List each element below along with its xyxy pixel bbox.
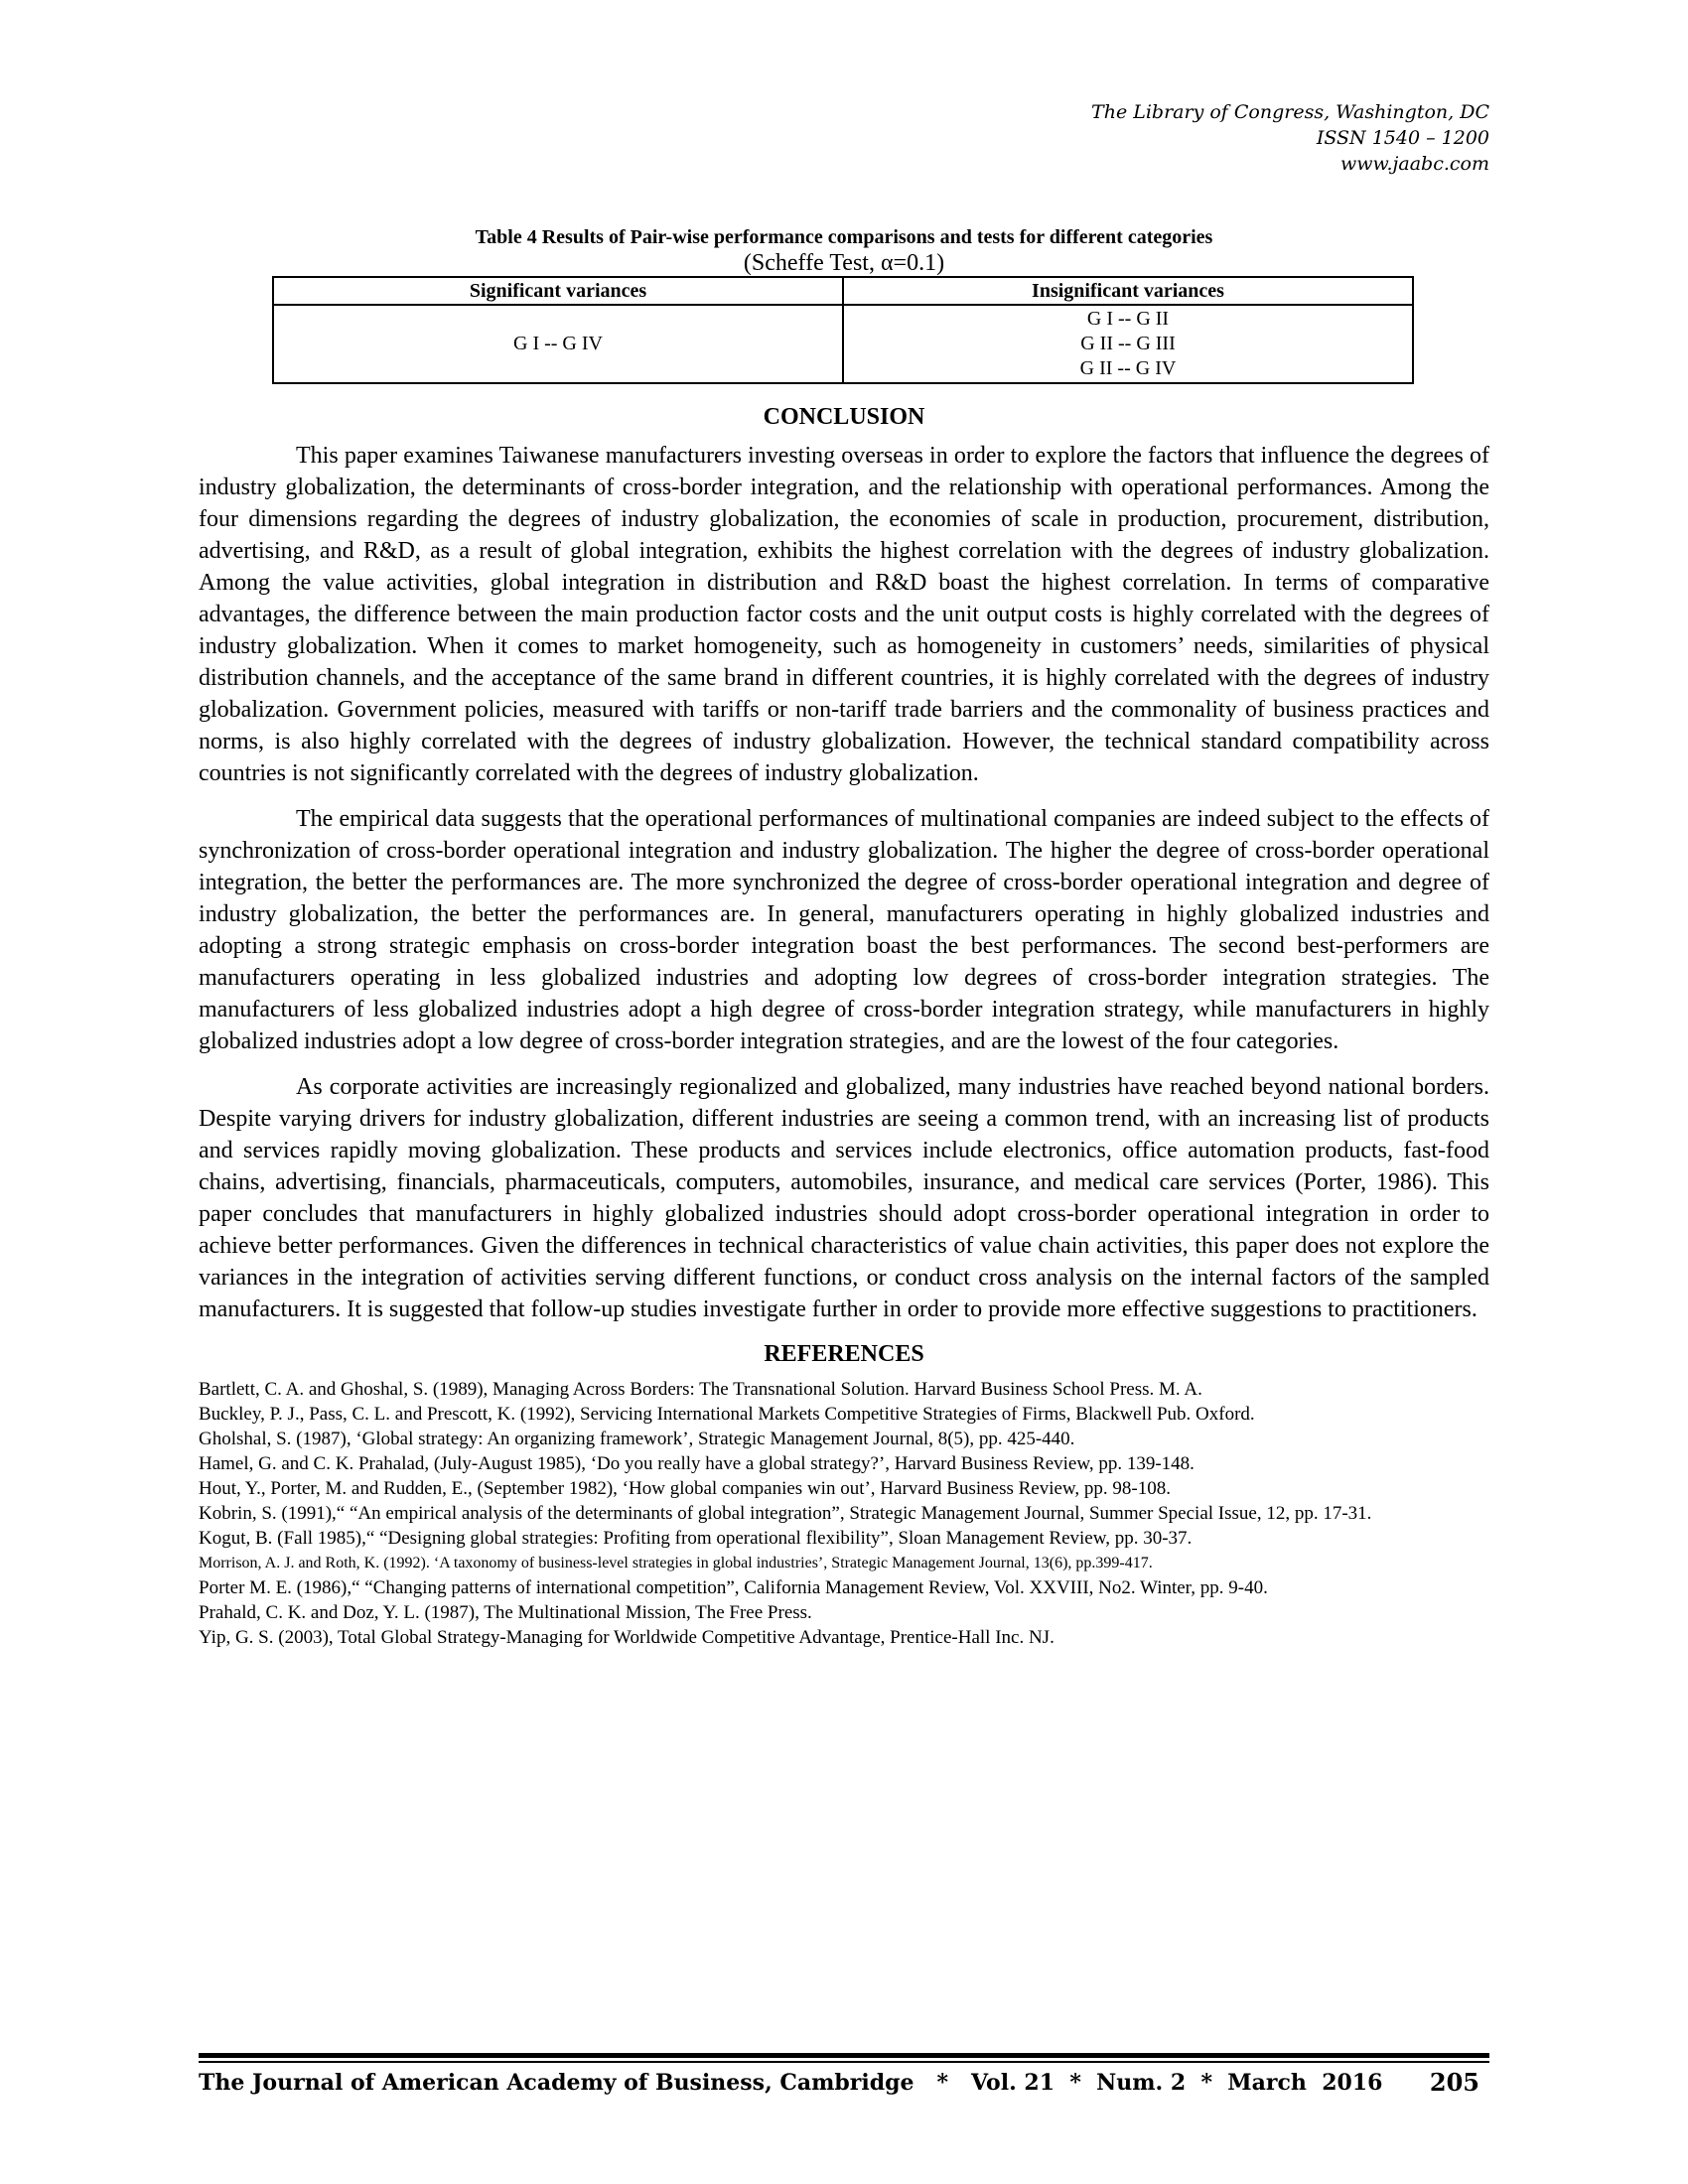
conclusion-paragraph: This paper examines Taiwanese manufacturers investing overseas in order to explore the factors that influence the degrees of industry globalization, the determinants of cross-border integration, and the relationship with operational performances. Among the four dimensions regarding the degrees of industry globalization, the economies of scale in production, procurement, distribution, advertising, and R&D, as a result of global integration, exhibits the highest correlation with the degrees of industry globalization. Among the value activities, global integration in distribution and R&D boast the highest correlation. In terms of comparative advantages, the difference between the main production factor costs and the unit output costs is highly correlated with the degrees of industry globalization. When it comes to market homogeneity, such as homogeneity in customers’ needs, similarities of physical distribution channels, and the acceptance of the same brand in different countries, it is highly correlated with the degrees of industry globalization. Government policies, measured with tariffs or non-tariff trade barriers and the commonality of business practices and norms, is also highly correlated with the degrees of industry globalization. However, the technical standard compatibility across countries is not significantly correlated with the degrees of industry globalization.	[199, 443, 1489, 786]
page-header	[1091, 99, 1489, 177]
col-insignificant: Insignificant variances	[843, 277, 1413, 305]
table-row	[273, 305, 1413, 383]
results-table	[272, 276, 1414, 384]
reference-item: Kogut, B. (Fall 1985),“ “Designing global strategies: Profiting from operational flexibility”, Sloan Management Review, pp. 30-37.	[199, 1528, 1193, 1549]
reference-item: Bartlett, C. A. and Ghoshal, S. (1989), Managing Across Borders: The Transnational Solution. Harvard Business School Press. M. A.	[199, 1379, 1202, 1400]
reference-item: Hout, Y., Porter, M. and Rudden, E., (September 1982), ‘How global companies win out’, Harvard Business Review, pp. 98-108.	[199, 1478, 1171, 1499]
header-website: www.jaabc.com	[1339, 153, 1489, 175]
reference-list	[199, 1377, 1489, 1650]
main-content	[199, 224, 1489, 1650]
insignificant-pair: G II -- G III	[1080, 333, 1176, 354]
reference-item: Buckley, P. J., Pass, C. L. and Prescott, K. (1992), Servicing International Markets Competitive Strategies of Firms, Blackwell Pub. Oxford.	[199, 1404, 1255, 1425]
header-library: The Library of Congress, Washington, DC	[1091, 101, 1489, 123]
reference-item: Morrison, A. J. and Roth, K. (1992). ‘A taxonomy of business-level strategies in global industries’, Strategic Management Journal, 13(6), pp.399-417.	[199, 1555, 1153, 1571]
insignificant-pair: G II -- G IV	[1079, 357, 1177, 379]
footer-rule	[199, 2053, 1489, 2058]
footer-rule	[199, 2061, 1489, 2063]
insignificant-pair: G I -- G II	[1086, 308, 1170, 330]
conclusion-heading: CONCLUSION	[763, 404, 925, 430]
reference-item: Gholshal, S. (1987), ‘Global strategy: An organizing framework’, Strategic Management Journal, 8(5), pp. 425-440.	[199, 1429, 1075, 1449]
conclusion-paragraph: The empirical data suggests that the operational performances of multinational companies are indeed subject to the effects of synchronization of cross-border operational integration and industry globalization. The higher the degree of cross-border operational integration, the better the performances are. The more synchronized the degree of cross-border operational integration and degree of industry globalization, the better the performances are. In general, manufacturers operating in highly globalized industries and adopting a strong strategic emphasis on cross-border integration boast the best performances. The second best-performers are manufacturers operating in less globalized industries and adopting low degrees of cross-border integration strategies. The manufacturers of less globalized industries adopt a high degree of cross-border integration strategy, while manufacturers in highly globalized industries adopt a low degree of cross-border integration strategies, and are the lowest of the four categories.	[199, 806, 1489, 1054]
reference-item: Prahald, C. K. and Doz, Y. L. (1987), The Multinational Mission, The Free Press.	[199, 1602, 812, 1623]
references-heading: REFERENCES	[764, 1341, 924, 1367]
table-caption: Table 4 Results of Pair-wise performance comparisons and tests for different categories	[475, 226, 1213, 248]
reference-item: Hamel, G. and C. K. Prahalad, (July-August 1985), ‘Do you really have a global strategy?’, Harvard Business Review, pp. 139-148.	[199, 1453, 1195, 1474]
table-header-row	[273, 277, 1413, 305]
footer-journal: The Journal of American Academy of Business, Cambridge * Vol. 21 * Num. 2 * March 2016	[199, 2070, 1383, 2096]
table-subcaption: (Scheffe Test, α=0.1)	[743, 250, 945, 276]
reference-item: Yip, G. S. (2003), Total Global Strategy-Managing for Worldwide Competitive Advantage, Prentice-Hall Inc. NJ.	[199, 1627, 1055, 1648]
insignificant-cell	[843, 305, 1413, 383]
significant-cell	[273, 305, 843, 383]
header-issn: ISSN 1540 – 1200	[1316, 127, 1489, 149]
reference-item: Porter M. E. (1986),“ “Changing patterns of international competition”, California Management Review, Vol. XXVIII, No2. Winter, pp. 9-40.	[199, 1577, 1268, 1598]
significant-pair: G I -- G IV	[513, 333, 603, 354]
conclusion-paragraph: As corporate activities are increasingly regionalized and globalized, many industries have reached beyond national borders. Despite varying drivers for industry globalization, different industries are seeing a common trend, with an increasing list of products and services rapidly moving globalization. These products and services include electronics, office automation products, fast-food chains, advertising, financials, pharmaceuticals, computers, automobiles, insurance, and medical care services (Porter, 1986). This paper concludes that manufacturers in highly globalized industries should adopt cross-border operational integration in order to achieve better performances. Given the differences in technical characteristics of value chain activities, this paper does not explore the variances in the integration of activities serving different functions, or conduct cross analysis on the internal factors of the sampled manufacturers. It is suggested that follow-up studies investigate further in order to provide more effective suggestions to practitioners.	[199, 1074, 1489, 1322]
reference-item: Kobrin, S. (1991),“ “An empirical analysis of the determinants of global integration”, Strategic Management Journal, Summer Special Issue, 12, pp. 17-31.	[199, 1503, 1372, 1524]
col-significant: Significant variances	[273, 277, 843, 305]
page-number: 205	[1429, 2068, 1479, 2097]
